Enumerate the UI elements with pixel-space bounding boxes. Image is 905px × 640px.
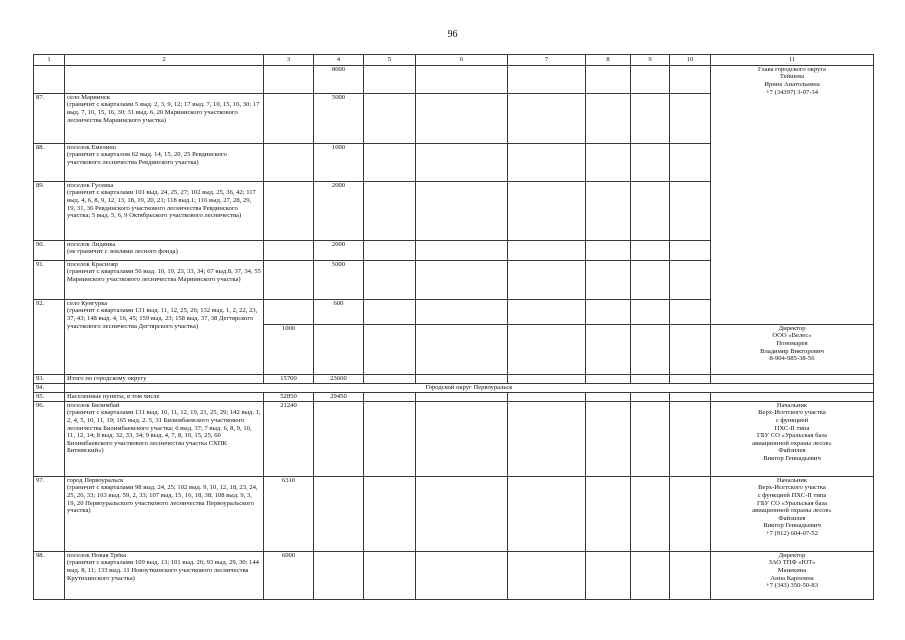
column-header: 11 xyxy=(711,55,874,66)
settlement-cell xyxy=(65,260,264,299)
settlement-boundary: (граничит с кварталом 62 выд. 14, 15, 20, 25 Ревдинского участкового лесничества Ревдинского участка) xyxy=(67,151,227,166)
value-col3 xyxy=(264,93,314,143)
row-number: 90. xyxy=(34,240,65,260)
settlements-label: Населенные пункты, в том числе xyxy=(65,392,264,401)
column-header: 5 xyxy=(364,55,416,66)
value-col3 xyxy=(264,143,314,181)
settlement-cell xyxy=(65,143,264,181)
value-col4: 23600 xyxy=(314,374,364,383)
column-header: 3 xyxy=(264,55,314,66)
settlements-row xyxy=(34,392,874,401)
value-col3 xyxy=(264,260,314,299)
row-number: 88. xyxy=(34,143,65,181)
row-number: 98. xyxy=(34,551,65,599)
row-number: 91. xyxy=(34,260,65,299)
page-number: 96 xyxy=(447,29,458,40)
settlement-cell xyxy=(65,181,264,240)
row-number: 87. xyxy=(34,93,65,143)
total-row xyxy=(34,374,874,383)
value-col4: 29450 xyxy=(314,392,364,401)
settlement-boundary: (граничит с кварталами 101 выд. 24, 25, 27; 102 выд. 25, 36, 42; 117 выд. 4, 6, 8, 9, 12, 13, 18, 19, 20, 21; 118 выд.1; 116 выд. 27, 28, 29, 19, 31, 36 Ревдинского участкового лесничества Ревдинского участка; 5 выд. 5, 6, 9 Октябрьского участкового лесничества) xyxy=(67,189,256,220)
row-number: 93. xyxy=(34,374,65,383)
settlement-boundary: (граничит с кварталами 131 выд. 10, 11, 12, 19, 21, 25, 29; 142 выд. 1, 2, 4, 5, 10, 11, 19; 165 выд. 2. 5, 31 Билимбаевского участкового лесничества Билимбаевского участка; 6 выд. 37; 7 выд. 6, 8, 9, 10, 11, 12, 14; 8 выд. 32, 33, 34; 9 выд. 4, 7, 8, 10, 15, 25, 60 Билимбаевского участкового лесничества участка СХПК Битимский») xyxy=(67,409,261,455)
settlement-name: поселок Гусевка xyxy=(67,181,114,189)
section-row xyxy=(34,383,874,392)
settlement-cell xyxy=(65,93,264,143)
settlement-cell xyxy=(65,551,264,599)
settlement-boundary: (граничит с кварталами 109 выд. 13; 101 выд. 26; 93 выд. 29, 30; 144 выд. 8, 11; 133 выд. 11 Новоуткинского участкового лесничества Крутихинского участка) xyxy=(67,559,259,582)
value-col4: 600 xyxy=(314,299,364,324)
total-label: Итого по городскому округу xyxy=(65,374,264,383)
row-number xyxy=(34,65,65,93)
row-number: 92. xyxy=(34,299,65,374)
value-col3: 1000 xyxy=(264,324,314,374)
table-row xyxy=(34,65,874,93)
settlement-name: поселок Емелино xyxy=(67,143,117,151)
value-col4: 1000 xyxy=(314,143,364,181)
settlement-name: село Кунгурка xyxy=(67,299,108,307)
settlement-boundary: (граничит с кварталами 56 выд. 10, 19, 23, 33, 34; 67 выд.8, 37, 34, 55 Мариинского участкового лесничества Мариинского участка) xyxy=(67,268,261,283)
value-col3: 52850 xyxy=(264,392,314,401)
value-col3 xyxy=(264,65,314,93)
settlement-cell xyxy=(65,401,264,476)
contact-veles-cell: Директор ООО «Велес» Пономарев Владимир Викторович 8-904-985-38-56 xyxy=(711,324,874,374)
value-col3: 21240 xyxy=(264,401,314,476)
column-header: 4 xyxy=(314,55,364,66)
value-col4 xyxy=(314,401,364,476)
settlement-boundary: (граничит с кварталами 131 выд. 11, 12, 25, 26; 132 выд. 1, 2, 22, 23, 37, 43; 148 выд. 4, 16, 45; 159 выд. 23; 158 выд. 37, 38 Дегтярского участкового лесничества Дегтярского участка) xyxy=(67,307,258,330)
value-col4: 2000 xyxy=(314,181,364,240)
value-col3: 15700 xyxy=(264,374,314,383)
settlement-cell xyxy=(65,240,264,260)
settlement-boundary: (не граничит с землями лесного фонда) xyxy=(67,248,178,256)
value-col4 xyxy=(314,551,364,599)
column-header-row xyxy=(34,55,874,66)
column-header: 10 xyxy=(670,55,711,66)
value-col4: 2000 xyxy=(314,240,364,260)
settlement-name: поселок Билимбай xyxy=(67,401,120,409)
value-col4: 5000 xyxy=(314,260,364,299)
table-row xyxy=(34,476,874,551)
contact-cell: Начальник Верх-Исетского участка с функцией ПХС-II типа ГБУ СО «Уральская база авиационной охраны лесов» Файзилев Виктор Геннадьевич xyxy=(711,401,874,476)
row-number: 95. xyxy=(34,392,65,401)
settlement-name: поселок Новая Трёка xyxy=(67,551,127,559)
settlement-cell xyxy=(65,476,264,551)
row-number: 94. xyxy=(34,383,65,392)
contact-cell: Начальник Верх-Исетского участка с функцией ПХС-II типа ГБУ СО «Уральская база авиационной охраны лесов» Файзилев Виктор Геннадьевич +7 (912) 604-07-52 xyxy=(711,476,874,551)
settlement-boundary: (граничит с кварталами 98 выд. 24, 25; 102 выд. 9, 10, 12, 18, 23, 24, 25, 26, 33; 103 выд. 59, 2, 33; 107 выд. 15, 16, 18, 38; 108 выд. 9, 3, 19, 20 Первоуральского участкового лесничества Первоуральского участка) xyxy=(67,484,258,515)
value-col3: 6000 xyxy=(264,551,314,599)
column-header: 7 xyxy=(508,55,586,66)
row-number: 96. xyxy=(34,401,65,476)
column-header: 8 xyxy=(586,55,631,66)
settlement-name: поселок Лидянка xyxy=(67,240,116,248)
settlement-cell xyxy=(65,299,264,374)
column-header: 1 xyxy=(34,55,65,66)
value-col3 xyxy=(264,181,314,240)
section-title: Городской округ Первоуральск xyxy=(65,383,874,392)
contact-head-cell: Глава городского округа Тейшева Ирина Анатольевна +7 (34397) 3-07-34 xyxy=(711,65,874,324)
value-col3 xyxy=(264,240,314,260)
settlement-name: поселок Краснояр xyxy=(67,260,118,268)
row-number: 89. xyxy=(34,181,65,240)
settlement-cell xyxy=(65,65,264,93)
settlement-name: город Первоуральск xyxy=(67,476,124,484)
table-row xyxy=(34,551,874,599)
settlement-boundary: (граничит с кварталами 5 выд. 2, 3, 9, 12; 17 выд. 7, 10, 15, 16, 30; 17 выд. 7, 10, 15, 16, 30; 31 выд. 6, 20 Мариинского участкового лесничества Мариинского участка) xyxy=(67,101,260,124)
value-col4: 5000 xyxy=(314,93,364,143)
column-header: 9 xyxy=(631,55,670,66)
column-header: 2 xyxy=(65,55,264,66)
value-col4 xyxy=(314,476,364,551)
value-col4: 8000 xyxy=(314,65,364,93)
value-col3: 6310 xyxy=(264,476,314,551)
row-number: 97. xyxy=(34,476,65,551)
settlement-name: село Мариинск xyxy=(67,93,110,101)
table-row xyxy=(34,401,874,476)
column-header: 6 xyxy=(416,55,508,66)
forest-fire-table xyxy=(33,54,874,600)
contact-cell: Директор ЗАО ТПФ «ЮТ» Манекина Анна Карповна +7 (343) 350-50-83 xyxy=(711,551,874,599)
